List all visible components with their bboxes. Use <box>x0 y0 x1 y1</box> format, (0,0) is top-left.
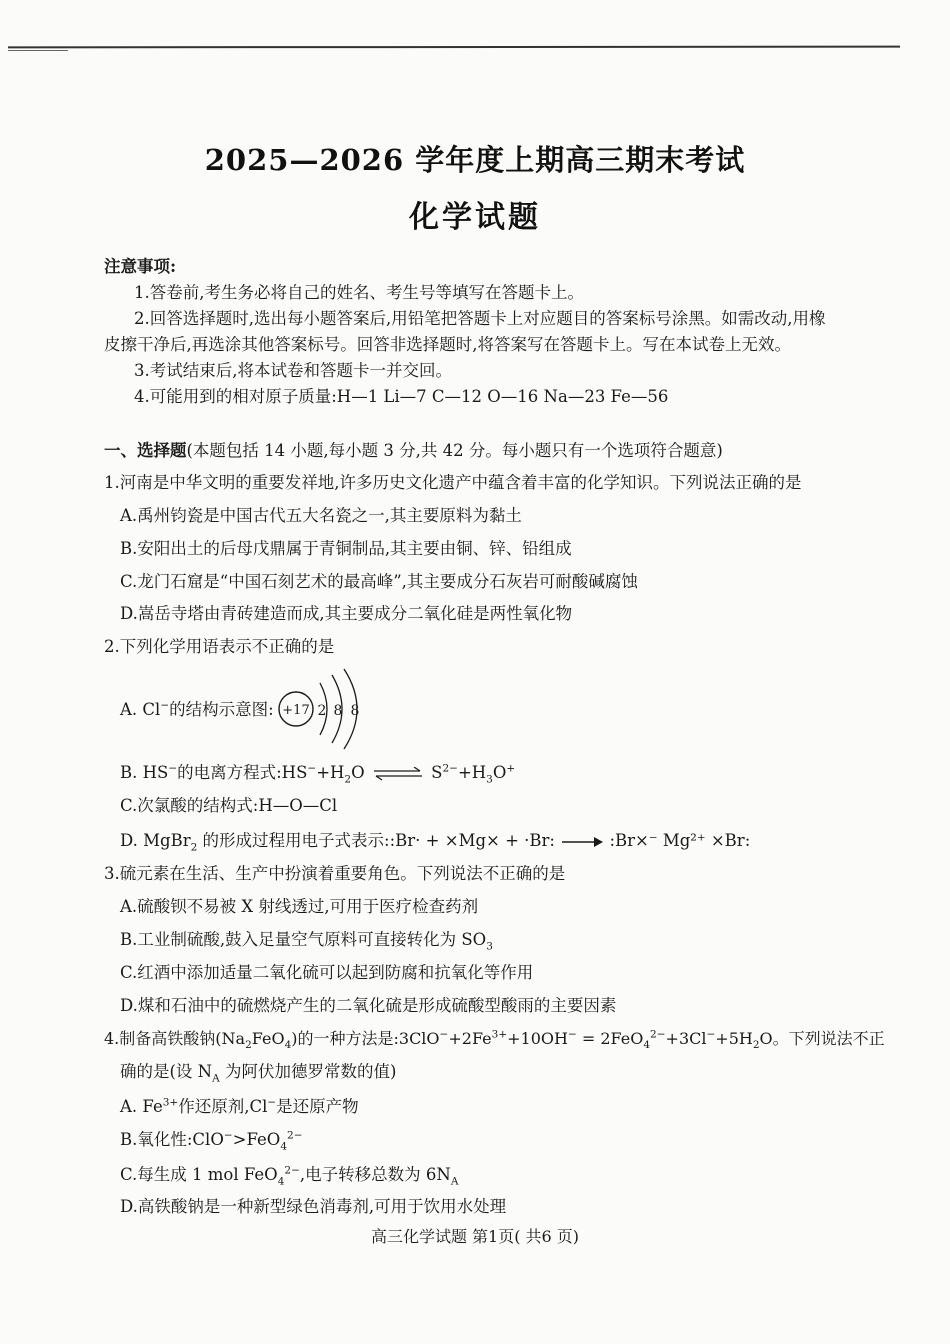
q4-c-4: ,电子转移总数为 6N <box>299 1165 451 1184</box>
q4-b-1: B.氧化性:ClO <box>120 1130 224 1149</box>
q4-c-5: A <box>450 1175 459 1188</box>
q2-d-formula-left: :Br· + ×Mg× + ·Br: <box>389 831 555 850</box>
q3-b-text: B.工业制硫酸,鼓入足量空气原料可直接转化为 SO <box>120 930 487 949</box>
equilibrium-arrow-icon <box>370 767 426 781</box>
q4-b-5: 2− <box>287 1129 303 1142</box>
q2-b-prod1-sup: 2− <box>442 762 458 775</box>
q1-stem: 1.河南是中华文明的重要发祥地,许多历史文化遗产中蕴含着丰富的化学知识。下列说法正确的是 <box>104 473 802 492</box>
q2-b-sup2: − <box>307 762 317 775</box>
page-subtitle: 化学试题 <box>409 200 541 235</box>
q2-a-label: A. Cl <box>120 700 161 719</box>
shell-2-electrons: 8 <box>333 703 343 719</box>
q2-b-o: O <box>351 763 365 782</box>
q4-stem <box>104 1028 885 1050</box>
q4-s3: FeO <box>251 1029 285 1048</box>
top-border-line <box>8 46 900 49</box>
q4-s14: +3Cl <box>665 1029 707 1048</box>
q4-s18: O。下列说法不正 <box>759 1029 885 1048</box>
q4-option-d: D.高铁酸钠是一种新型绿色消毒剂,可用于饮用水处理 <box>120 1197 507 1216</box>
q2-d-formula-right: :Br×⁻ Mg²⁺ ×Br: <box>609 831 751 850</box>
q2-d-sub: 2 <box>190 841 198 854</box>
q4-a-3: 作还原剂,Cl <box>178 1097 268 1116</box>
q4-s7: +2Fe <box>448 1029 492 1048</box>
reaction-arrow-icon <box>560 836 604 848</box>
q4-c-1: C.每生成 1 mol FeO <box>120 1165 278 1184</box>
notice-item-2: 2.回答选择题时,选出每小题答案后,用铅笔把答题卡上对应题目的答案标号涂黑。如需改动,用橡 <box>134 309 826 328</box>
q4-s12: 4 <box>643 1039 651 1052</box>
q1-option-d: D.嵩岳寺塔由青砖建造而成,其主要成分二氧化硅是两性氧化物 <box>120 604 573 623</box>
q3-option-c: C.红酒中添加适量二氧化硫可以起到防腐和抗氧化等作用 <box>120 963 534 982</box>
q3-option-d: D.煤和石油中的硫燃烧产生的二氧化硫是形成硫酸型酸雨的主要因素 <box>120 996 617 1015</box>
q4-stem-cont <box>120 1061 396 1083</box>
q2-d-label: D. MgBr <box>120 831 191 850</box>
q2-d-rest: 的形成过程用电子式表示: <box>197 831 390 850</box>
q4-s10: − <box>567 1028 577 1041</box>
q4-b-4: 4 <box>280 1140 288 1153</box>
q2-a-sup: − <box>160 699 170 712</box>
shell-3-electrons: 8 <box>350 703 360 719</box>
q4-option-a <box>120 1096 359 1118</box>
q2-b-sub: 2 <box>344 773 352 786</box>
q3-option-b <box>120 929 493 951</box>
q4-a-2: 3+ <box>162 1096 179 1109</box>
q4-s2-3: 为阿伏加德罗常数的值) <box>219 1062 397 1081</box>
q4-c-2: 4 <box>277 1175 285 1188</box>
q1-option-a: A.禹州钧瓷是中国古代五大名瓷之一,其主要原料为黏土 <box>120 506 522 525</box>
q2-option-a <box>120 699 274 721</box>
q2-b-prod2: +H <box>457 763 487 782</box>
q4-s5: )的一种方法是:3ClO <box>291 1029 440 1048</box>
q4-s2: 2 <box>245 1039 252 1052</box>
q2-option-c: C.次氯酸的结构式:H—O—Cl <box>120 796 338 815</box>
section-desc: (本题包括 14 小题,每小题 3 分,共 42 分。每小题只有一个选项符合题意) <box>186 441 723 460</box>
q2-b-rest: 的电离方程式:HS <box>177 763 308 782</box>
q1-option-c: C.龙门石窟是“中国石刻艺术的最高峰”,其主要成分石灰岩可耐酸碱腐蚀 <box>120 572 638 591</box>
q4-option-b <box>120 1129 303 1151</box>
q3-b-sub: 3 <box>486 940 493 953</box>
q2-option-b <box>120 762 515 784</box>
notice-item-3: 3.考试结束后,将本试卷和答题卡一并交回。 <box>134 361 452 380</box>
q4-b-2: − <box>223 1129 233 1142</box>
q4-a-4: − <box>267 1096 277 1109</box>
q2-b-prod1: S <box>431 763 443 782</box>
q4-s13: 2− <box>650 1028 666 1041</box>
q4-s1: 4.制备高铁酸钠(Na <box>104 1029 246 1048</box>
notice-item-4: 4.可能用到的相对原子质量:H—1 Li—7 C—12 O—16 Na—23 Fe—56 <box>134 387 669 406</box>
nucleus-charge: +17 <box>282 703 310 718</box>
q2-b-prod2-sub: 3 <box>486 773 493 786</box>
q2-b-prod2-sup: + <box>506 762 516 775</box>
q2-a-rest: 的结构示意图: <box>169 700 274 719</box>
page-footer: 高三化学试题 第1页( 共6 页) <box>370 1227 580 1246</box>
q4-s17: 2 <box>752 1039 760 1052</box>
section-label: 一、选择题 <box>104 441 187 460</box>
q2-b-prod2-o: O <box>492 763 507 782</box>
q2-option-d <box>120 830 750 852</box>
notice-heading: 注意事项: <box>104 257 177 276</box>
q1-option-b: B.安阳出土的后母戊鼎属于青铜制品,其主要由铜、锌、铅组成 <box>120 539 572 558</box>
q4-b-3: >FeO <box>232 1130 281 1149</box>
q2-b-plus: +H <box>316 763 345 782</box>
chloride-ion-structure-diagram <box>276 667 376 753</box>
q4-s11: = 2FeO <box>576 1029 644 1048</box>
q2-b-sup: − <box>168 762 178 775</box>
q2-stem: 2.下列化学用语表示不正确的是 <box>104 637 335 656</box>
notice-item-1: 1.答卷前,考生务必将自己的姓名、考生号等填写在答题卡上。 <box>134 283 584 302</box>
q4-a-5: 是还原产物 <box>276 1097 359 1116</box>
shell-1-electrons: 2 <box>317 703 327 719</box>
section-header <box>104 440 723 462</box>
q4-option-c <box>120 1164 458 1186</box>
q4-s9: +10OH <box>507 1029 568 1048</box>
q4-s15: − <box>706 1028 716 1041</box>
q4-s2-1: 确的是(设 N <box>120 1062 213 1081</box>
notice-item-2-cont: 皮擦干净后,再选涂其他答案标号。回答非选择题时,将答案写在答题卡上。写在本试卷上无效。 <box>104 335 791 354</box>
q3-stem: 3.硫元素在生活、生产中扮演着重要角色。下列说法不正确的是 <box>104 864 566 883</box>
q4-s8: 3+ <box>491 1028 508 1041</box>
q4-s4: 4 <box>284 1039 292 1052</box>
q4-a-1: A. Fe <box>120 1097 163 1116</box>
q4-s2-2: A <box>212 1072 220 1085</box>
q4-s16: +5H <box>715 1029 753 1048</box>
q3-option-a: A.硫酸钡不易被 X 射线透过,可用于医疗检查药剂 <box>120 897 479 916</box>
page-title: 2025—2026 学年度上期高三期末考试 <box>204 143 746 177</box>
q2-b-label: B. HS <box>120 763 169 782</box>
q4-c-3: 2− <box>284 1164 300 1177</box>
q4-s6: − <box>439 1028 449 1041</box>
top-border-line-short <box>8 50 68 51</box>
